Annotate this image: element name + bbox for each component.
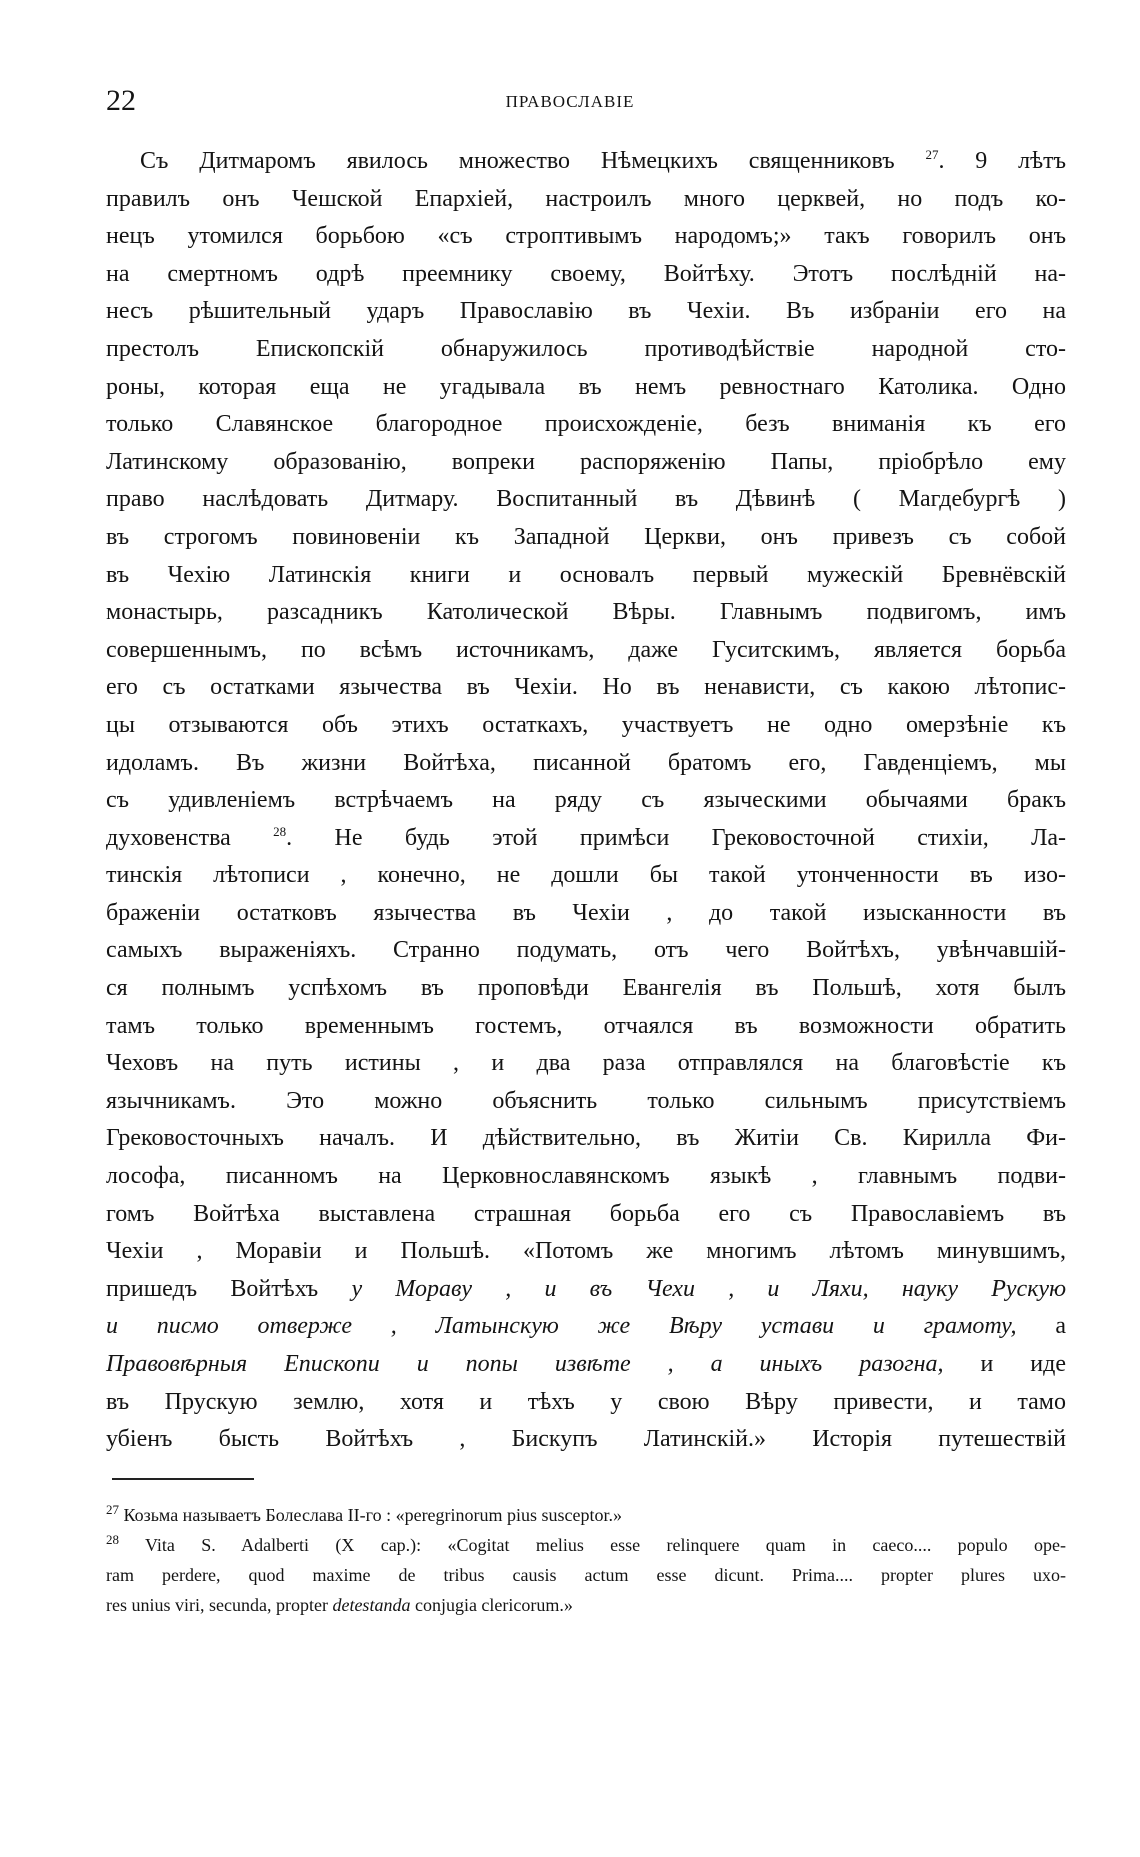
footnote-italic: detestanda [332, 1595, 411, 1615]
text-line: идоламъ. Въ жизни Войтѣха, писанной братомъ его, Гавденціемъ, мы [106, 749, 1066, 776]
text-line: только Славянское благородное происхожденіе, безъ вниманія къ его [106, 411, 1066, 438]
text-line: Чеховъ на путь истины , и два раза отправлялся на благовѣстіе къ [106, 1050, 1066, 1077]
quotation-italic: Правовѣрныя Епископи и попы извѣте , а иныхъ разогна, [106, 1351, 944, 1377]
text-line: Правовѣрныя Епископи и попы извѣте , а иныхъ разогна, и иде [106, 1351, 1066, 1377]
footnote-ref-27[interactable]: 27 [925, 147, 939, 162]
text-line: язычникамъ. Это можно объяснить только сильнымъ присутствіемъ [106, 1087, 1066, 1114]
text-line: Чехіи , Моравіи и Польшѣ. «Потомъ же многимъ лѣтомъ минувшимъ, [106, 1238, 1066, 1265]
text-line: гомъ Войтѣха выставлена страшная борьба его съ Православіемъ въ [106, 1200, 1066, 1227]
footnote-number: 28 [106, 1532, 119, 1547]
text-line: его съ остатками язычества въ Чехіи. Но въ ненависти, съ какою лѣтопис- [106, 674, 1066, 701]
text-line: монастырь, разсадникъ Католической Вѣры. Главнымъ подвигомъ, имъ [106, 599, 1066, 626]
footnote-line: ram perdere, quod maxime de tribus causis actum esse dicunt. Prima.... propter plures uxo- [106, 1565, 1066, 1585]
text-line: въ Прускую землю, хотя и тѣхъ у свою Вѣру привести, и тамо [106, 1388, 1066, 1415]
text-line: браженіи остатковъ язычества въ Чехіи , до такой изысканности въ [106, 899, 1066, 926]
footnote-ref-28[interactable]: 28 [273, 823, 287, 839]
text-line: ся полнымъ успѣхомъ въ проповѣди Евангелія въ Польшѣ, хотя былъ [106, 975, 1066, 1002]
text-line: тамъ только временнымъ гостемъ, отчаялся въ возможности обратить [106, 1012, 1066, 1039]
text-line: съ удивленіемъ встрѣчаемъ на ряду съ языческими обычаями бракъ [106, 787, 1066, 814]
text-line: Латинскому образованію, вопреки распоряженію Папы, пріобрѣло ему [106, 448, 1066, 475]
footnote-divider [112, 1478, 254, 1480]
text-line: право наслѣдовать Дитмару. Воспитанный въ Дѣвинѣ ( Магдебургѣ ) [106, 486, 1066, 513]
text-line: несъ рѣшительный ударъ Православію въ Чехіи. Въ избраніи его на [106, 298, 1066, 325]
text-line: Грековосточныхъ началъ. И дѣйствительно, въ Житіи Св. Кирилла Фи- [106, 1125, 1066, 1152]
quotation-italic: и писмо отверже , Латынскую же Вѣру устави и грамоту, [106, 1313, 1017, 1340]
text-line: въ Чехію Латинскія книги и основалъ первый мужескій Бревнёвскій [106, 561, 1066, 588]
text-line: и писмо отверже , Латынскую же Вѣру устави и грамоту, а [106, 1313, 1066, 1340]
text-line: совершеннымъ, по всѣмъ источникамъ, даже Гуситскимъ, является борьба [106, 636, 1066, 663]
text-line: цы отзываются объ этихъ остаткахъ, участвуетъ не одно омерзѣніе къ [106, 711, 1066, 738]
text-line: нецъ утомился борьбою «съ строптивымъ народомъ;» такъ говорилъ онъ [106, 223, 1066, 250]
text-line: въ строгомъ повиновеніи къ Западной Церкви, онъ привезъ съ собой [106, 523, 1066, 550]
text-line: на смертномъ одрѣ преемнику своему, Войтѣху. Этотъ послѣдній на- [106, 260, 1066, 287]
text-line: Съ Дитмаромъ явилось множество Нѣмецкихъ священниковъ $^{27}$. 9 лѣтъ [140, 147, 1066, 174]
running-head: ПРАВОСЛАВІЕ [505, 92, 635, 111]
page-number: 22 [106, 84, 136, 117]
footnote-number: 27 [106, 1502, 119, 1517]
text-line: лософа, писанномъ на Церковнославянскомъ языкѣ , главнымъ подви- [106, 1163, 1066, 1190]
main-text [106, 143, 1066, 1459]
text-line: тинскія лѣтописи , конечно, не дошли бы такой утонченности въ изо- [106, 862, 1066, 889]
footnote-line: res unius viri, secunda, propter detestanda conjugia clericorum.» [106, 1595, 573, 1615]
text-line: убіенъ бысть Войтѣхъ , Бискупъ Латинскій.» Исторія путешествій [106, 1426, 1066, 1453]
footnotes [106, 1500, 1066, 1620]
footnote-27: $^{27}$ Козьма называетъ Болеслава II-го : «peregrinorum pius susceptor.» [106, 1502, 623, 1525]
footnote-28: $^{28}$ Vita S. Adalberti (X cap.): «Cogitat melius esse relinquere quam in caeco.... populo ope- [106, 1532, 1066, 1555]
text-line: правилъ онъ Чешской Епархіей, настроилъ много церквей, но подъ ко- [106, 185, 1066, 212]
text-line: самыхъ выраженіяхъ. Странно подумать, отъ чего Войтѣхъ, увѣнчавшій- [106, 937, 1066, 964]
text-line: роны, которая еща не угадывала въ немъ ревностнаго Католика. Одно [106, 373, 1066, 400]
quotation-italic: у Мораву , и въ Чехи , и Ляхи, науку Рускую [351, 1275, 1067, 1302]
text-line: престолъ Епископскій обнаружилось противодѣйствіе народной сто- [106, 335, 1066, 362]
text-line: духовенства $^{28}$. Не будь этой примѣси Грековосточной стихіи, Ла- [106, 823, 1067, 851]
text-line: пришедъ Войтѣхъ у Мораву , и въ Чехи , и Ляхи, науку Рускую [106, 1275, 1067, 1302]
